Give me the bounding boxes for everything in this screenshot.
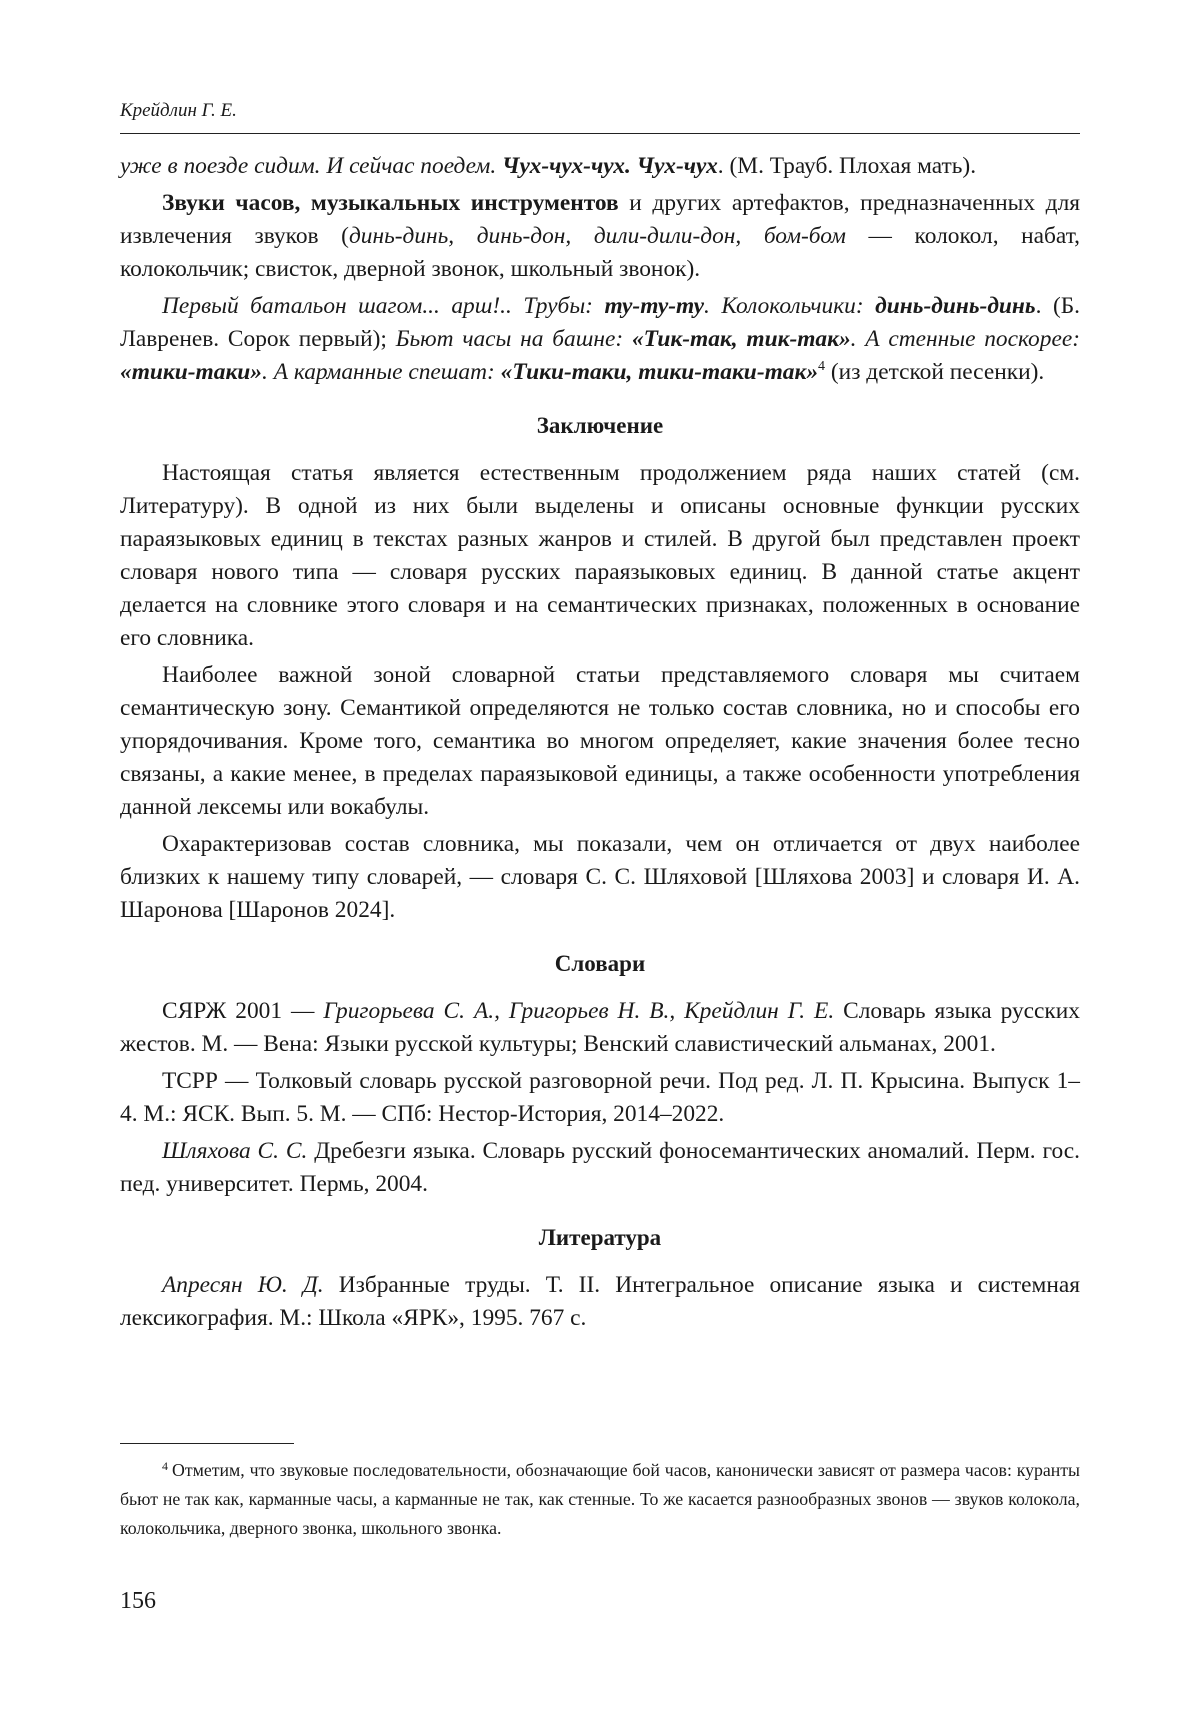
footnote-reference[interactable]: 4	[818, 359, 826, 374]
header-rule	[120, 133, 1080, 134]
footnote	[120, 1452, 1080, 1543]
body-text	[120, 150, 1080, 1339]
section-heading-conclusion: Заключение	[536, 413, 664, 438]
page-number: 156	[120, 1588, 156, 1614]
footnote-mark: 4	[162, 1459, 168, 1473]
continuation-paragraph: уже в поезде сидим. И сейчас поедем. Чух-чух-чух. Чух-чух. (М. Трауб. Плохая мать).	[120, 153, 977, 179]
section-heading-dictionaries: Словари	[554, 951, 646, 976]
conclusion-paragraph: Настоящая статья является естественным продолжением ряда наших статей (см. Литературу). В одной из них были выделены и описаны основные функции русских параязыковых единиц в текстах разных жанров и стилей. В другой был представлен проект словаря нового типа — словаря русских параязыковых единиц. В данной статье акцент делается на словнике этого словаря и на семантических признаках, положенных в основание его словника.	[120, 460, 1080, 651]
running-head: Крейдлин Г. Е.	[120, 100, 237, 121]
conclusion-paragraph: Наиболее важной зоной словарной статьи представляемого словаря мы считаем семантическую зону. Семантикой определяются не только состав словника, но и способы его упорядочивания. Кроме того, семантика во многом определяет, какие значения более тесно связаны, а какие менее, в пределах параязыковой единицы, а также особенности употребления данной лексемы или вокабулы.	[120, 662, 1080, 820]
literature-entry: Апресян Ю. Д. Избранные труды. Т. II. Интегральное описание языка и системная лексикография. М.: Школа «ЯРК», 1995. 767 с.	[120, 1272, 1080, 1331]
footnote-rule	[120, 1443, 294, 1444]
section-heading-literature: Литература	[538, 1225, 662, 1250]
conclusion-paragraph: Охарактеризовав состав словника, мы показали, чем он отличается от двух наиболее близких к нашему типу словарей, — словаря С. С. Шляховой [Шляхова 2003] и словаря И. А. Шаронова [Шаронов 2024].	[120, 831, 1080, 923]
footnote-text: Отметим, что звуковые последовательности, обозначающие бой часов, канонически зависят от размера часов: куранты бьют не так как, карманные часы, а карманные не так, как стенные. То же касается разнообразных звонов — звуков колокола, колокольчика, дверного звонка, школьного звонка.	[120, 1460, 1080, 1538]
example-paragraph: Первый батальон шагом... арш!.. Трубы: ту-ту-ту. Колокольчики: динь-динь-динь. (Б. Лавренев. Сорок первый); Бьют часы на башне: «Тик-так, тик-так». А стенные поскорее: «тики-таки». А карманные спешат: «Тики-таки, тики-таки-так»$^4$ (из детской песенки).	[120, 293, 1081, 385]
dictionary-entry: СЯРЖ 2001 — Григорьева С. А., Григорьев Н. В., Крейдлин Г. Е. Словарь языка русских жестов. М. — Вена: Языки русской культуры; Венский славистический альманах, 2001.	[120, 998, 1080, 1057]
page	[120, 0, 1080, 1710]
dictionary-entry: ТСРР — Толковый словарь русской разговорной речи. Под ред. Л. П. Крысина. Выпуск 1–4. М.: ЯСК. Вып. 5. М. — СПб: Нестор-История, 2014–2022.	[120, 1068, 1080, 1127]
dictionary-entry: Шляхова С. С. Дребезги языка. Словарь русский фоносемантических аномалий. Перм. гос. пед. университет. Пермь, 2004.	[120, 1138, 1080, 1197]
clock-sounds-paragraph: Звуки часов, музыкальных инструментов и других артефактов, предназначенных для извлечения звуков (динь-динь, динь-дон, дили-дили-дон, бом-бом — колокол, набат, колокольчик; свисток, дверной звонок, школьный звонок).	[120, 190, 1081, 282]
